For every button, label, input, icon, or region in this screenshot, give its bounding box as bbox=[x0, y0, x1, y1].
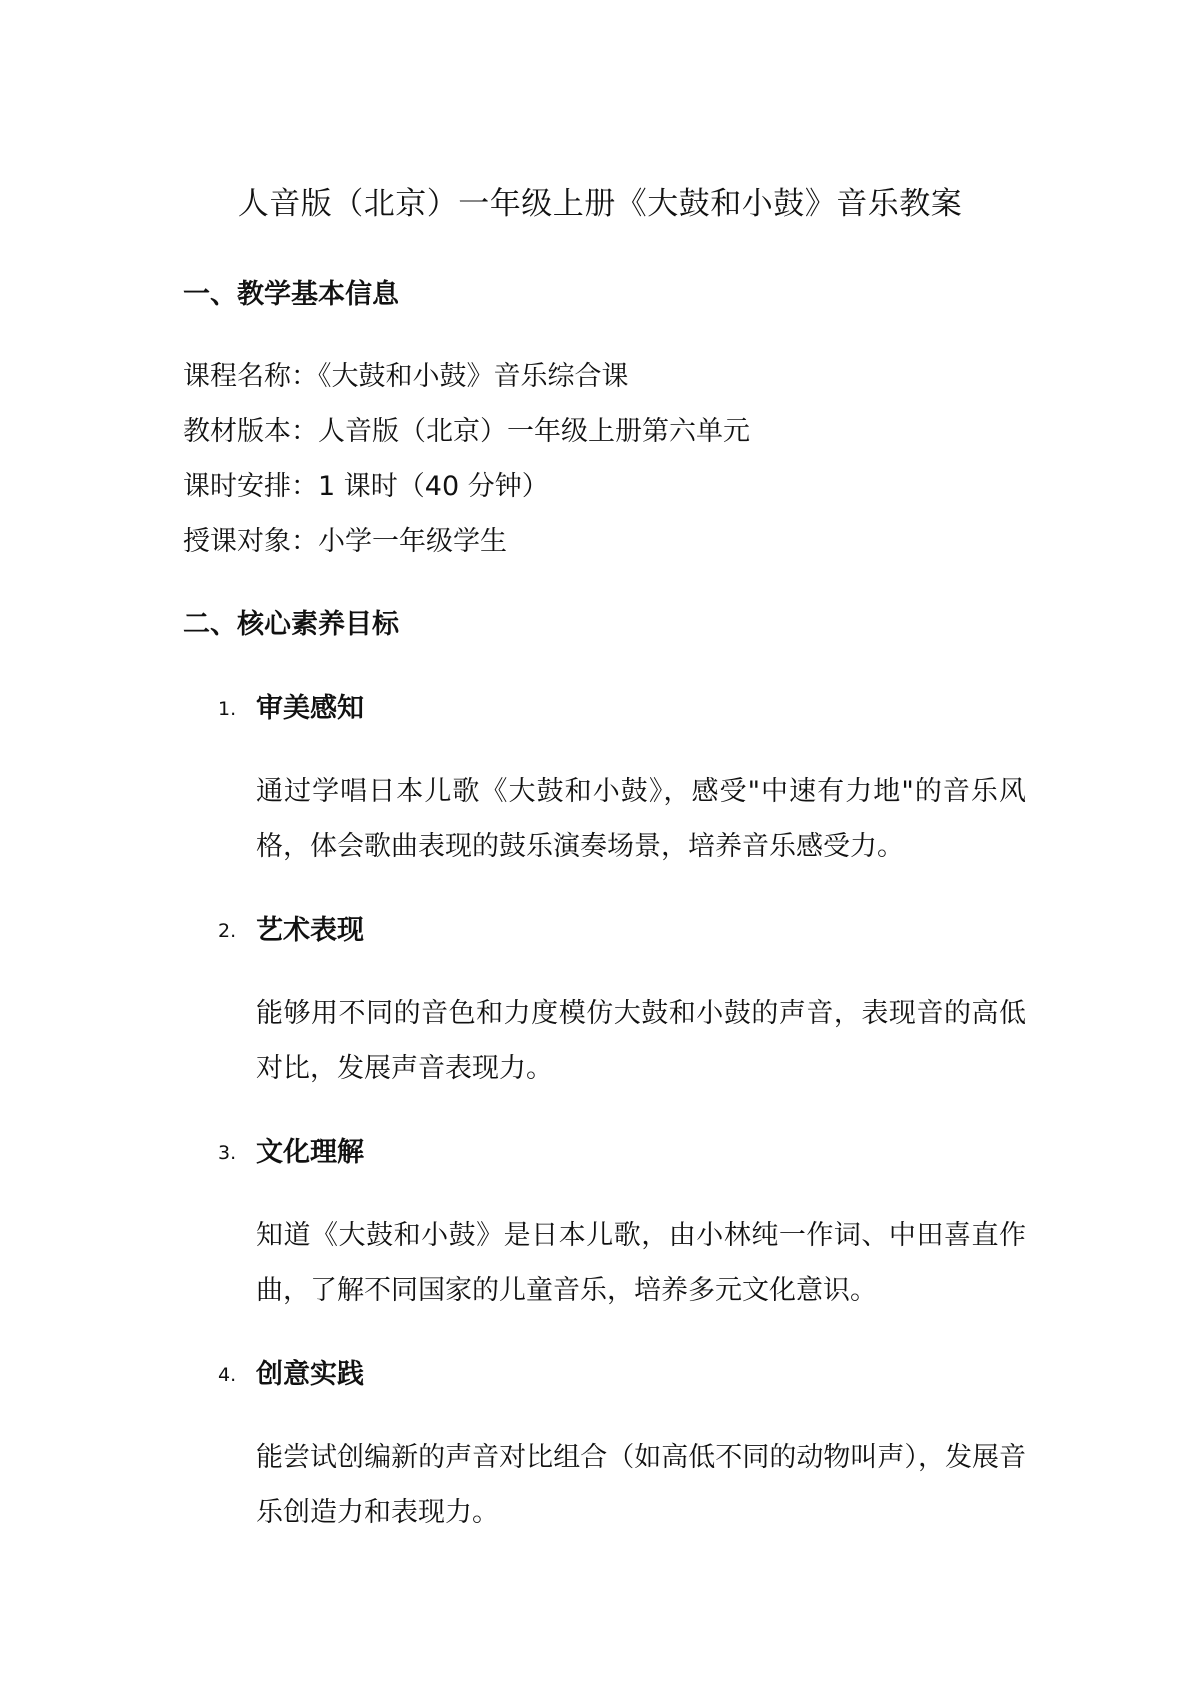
goal-title-creative: 创意实践 bbox=[256, 1359, 364, 1390]
info-course-name: 课程名称：《大鼓和小鼓》音乐综合课 bbox=[183, 361, 629, 392]
goal-desc-aesthetic: 通过学唱日本儿歌《大鼓和小鼓》，感受"中速有力地"的音乐风格，体会歌曲表现的鼓乐演奏场景，培养音乐感受力。 bbox=[256, 776, 1026, 862]
goal-title-aesthetic: 审美感知 bbox=[256, 693, 364, 724]
goal-desc-artistic: 能够用不同的音色和力度模仿大鼓和小鼓的声音，表现音的高低对比，发展声音表现力。 bbox=[256, 998, 1026, 1084]
goal-desc-culture: 知道《大鼓和小鼓》是日本儿歌，由小林纯一作词、中田喜直作曲，了解不同国家的儿童音乐，培养多元文化意识。 bbox=[256, 1220, 1026, 1306]
goal-title-culture: 文化理解 bbox=[256, 1137, 364, 1168]
goal-number: 3. bbox=[218, 1142, 237, 1164]
section-heading-basic-info: 一、教学基本信息 bbox=[183, 279, 399, 310]
goal-number: 2. bbox=[218, 920, 237, 942]
info-class-hours: 课时安排：1 课时（40 分钟） bbox=[183, 471, 549, 502]
goal-title-artistic: 艺术表现 bbox=[256, 915, 364, 946]
info-audience: 授课对象：小学一年级学生 bbox=[183, 526, 507, 557]
goal-desc-creative: 能尝试创编新的声音对比组合（如高低不同的动物叫声），发展音乐创造力和表现力。 bbox=[256, 1442, 1026, 1528]
goal-number: 1. bbox=[218, 698, 237, 720]
goal-number: 4. bbox=[218, 1364, 237, 1386]
document-title: 人音版（北京）一年级上册《大鼓和小鼓》音乐教案 bbox=[237, 186, 963, 222]
section-heading-core-goals: 二、核心素养目标 bbox=[183, 609, 399, 640]
info-textbook-version: 教材版本：人音版（北京）一年级上册第六单元 bbox=[183, 416, 750, 447]
